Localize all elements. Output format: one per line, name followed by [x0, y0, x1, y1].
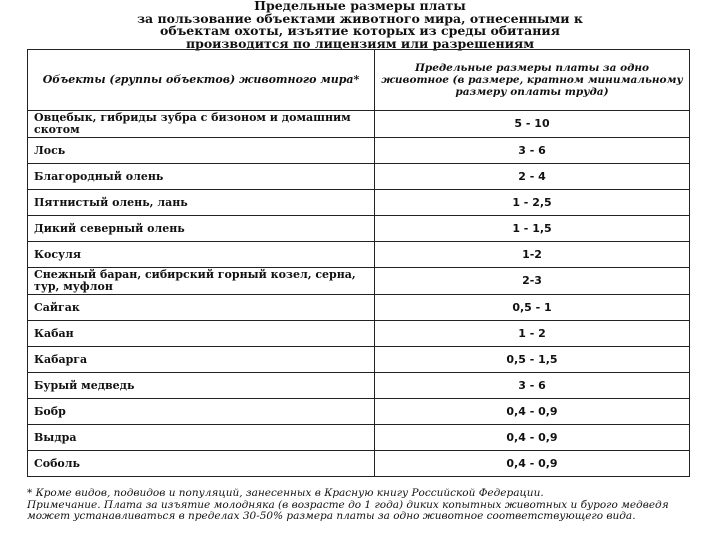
object-cell: Овцебык, гибриды зубра с бизоном и домашним скотом: [28, 111, 375, 138]
object-cell: Соболь: [28, 451, 375, 477]
table-row: [28, 373, 690, 399]
table-row: [28, 164, 690, 190]
table-row: [28, 321, 690, 347]
object-cell: Косуля: [28, 242, 375, 268]
fee-cell: 0,4 - 0,9: [375, 451, 690, 477]
header-objects: Объекты (группы объектов) животного мира*: [28, 50, 375, 111]
fee-cell: 1 - 1,5: [375, 216, 690, 242]
object-cell: Лось: [28, 138, 375, 164]
page-title: [0, 0, 720, 50]
object-cell: Бурый медведь: [28, 373, 375, 399]
table-row: [28, 111, 690, 138]
table-row: [28, 425, 690, 451]
title-line: объектам охоты, изъятие которых из среды обитания: [160, 23, 560, 38]
object-cell: Пятнистый олень, лань: [28, 190, 375, 216]
fee-cell: 2 - 4: [375, 164, 690, 190]
table-row: [28, 242, 690, 268]
title-line: Предельные размеры платы: [254, 0, 466, 13]
table-header-row: [28, 50, 690, 111]
footnotes: [27, 488, 695, 523]
title-line: производится по лицензиям или разрешениям: [185, 35, 535, 51]
table-row: [28, 268, 690, 295]
fee-cell: 3 - 6: [375, 373, 690, 399]
note-footnote: Примечание. Плата за изъятие молодняка (в возрасте до 1 года) диких копытных животных и бурого медведя может устанавливаться в пределах 30-50% размера платы за одно животное соответствующего вида.: [27, 498, 669, 522]
fee-cell: 2-3: [375, 268, 690, 295]
table-row: [28, 399, 690, 425]
object-cell: Дикий северный олень: [28, 216, 375, 242]
fee-table: [27, 49, 690, 477]
table-row: [28, 347, 690, 373]
asterisk-footnote: * Кроме видов, подвидов и популяций, занесенных в Красную книгу Российской Федерации.: [27, 487, 544, 499]
fee-cell: 1 - 2: [375, 321, 690, 347]
fee-cell: 5 - 10: [375, 111, 690, 138]
fee-cell: 3 - 6: [375, 138, 690, 164]
fee-cell: 1 - 2,5: [375, 190, 690, 216]
table-row: [28, 216, 690, 242]
fee-cell: 0,4 - 0,9: [375, 399, 690, 425]
object-cell: Выдра: [28, 425, 375, 451]
object-cell: Сайгак: [28, 295, 375, 321]
object-cell: Бобр: [28, 399, 375, 425]
fee-cell: 0,5 - 1,5: [375, 347, 690, 373]
table-row: [28, 451, 690, 477]
table-row: [28, 190, 690, 216]
fee-cell: 0,4 - 0,9: [375, 425, 690, 451]
object-cell: Благородный олень: [28, 164, 375, 190]
object-cell: Кабарга: [28, 347, 375, 373]
title-line: за пользование объектами животного мира, отнесенными к: [137, 10, 583, 26]
table-row: [28, 295, 690, 321]
object-cell: Кабан: [28, 321, 375, 347]
fee-cell: 1-2: [375, 242, 690, 268]
object-cell: Снежный баран, сибирский горный козел, серна, тур, муфлон: [28, 268, 375, 295]
fee-cell: 0,5 - 1: [375, 295, 690, 321]
table-row: [28, 138, 690, 164]
header-fee: Предельные размеры платы за одно животное (в размере, кратном минимальному размеру оплаты труда): [375, 50, 690, 111]
